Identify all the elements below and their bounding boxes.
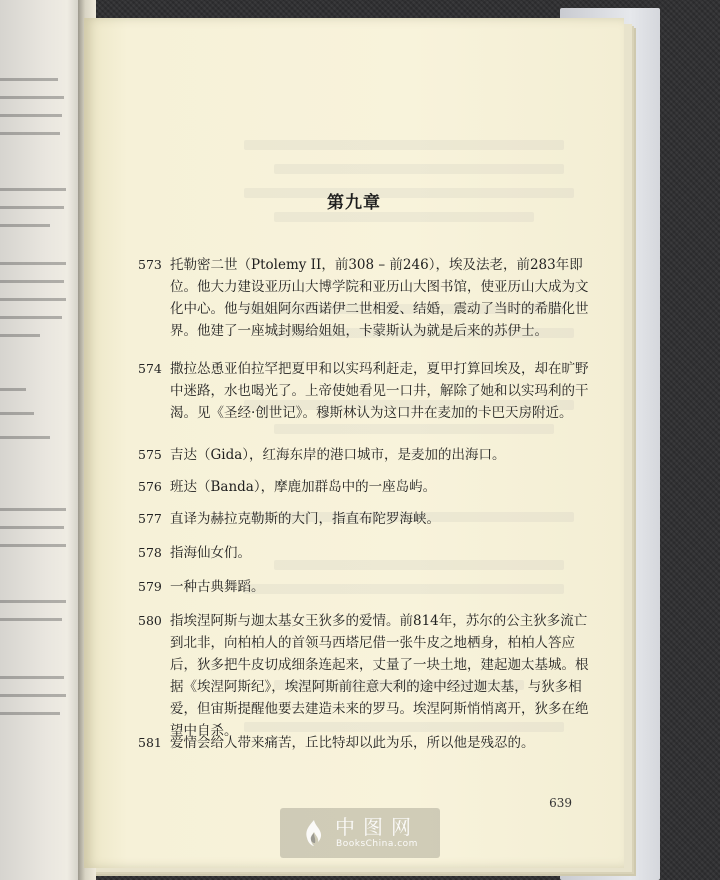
note-number: 580 bbox=[138, 613, 162, 628]
note-text: 指埃涅阿斯与迦太基女王狄多的爱情。前814年，苏尔的公主狄多流亡到北非，向柏柏人的首领马西塔尼借一张牛皮之地栖身，柏柏人答应后，狄多把牛皮切成细条连起来，丈量了一块土地，建起迦太基城。根据《埃涅阿斯纪》，埃涅阿斯前往意大利的途中经过迦太基，与狄多相爱，但宙斯提醒他要去建造未来的罗马。埃涅阿斯悄悄离开，狄多在绝望中自杀。 bbox=[170, 613, 589, 739]
note-text: 托勒密二世（Ptolemy II，前308 – 前246），埃及法老，前283年即位。他大力建设亚历山大博学院和亚历山大图书馆，使亚历山大成为文化中心。他与姐姐阿尔西诺伊二世相爱、结婚，震动了当时的希腊化世界。他建了一座城封赐给姐姐，卡蒙斯认为就是后来的苏伊士。 bbox=[170, 257, 589, 339]
note-text: 爱情会给人带来痛苦，丘比特却以此为乐，所以他是残忍的。 bbox=[170, 735, 535, 751]
note-number: 574 bbox=[138, 361, 162, 376]
note-number: 573 bbox=[138, 257, 162, 272]
note-number: 581 bbox=[138, 735, 162, 750]
note-581 bbox=[138, 732, 600, 754]
note-text: 一种古典舞蹈。 bbox=[170, 579, 265, 595]
note-text: 指海仙女们。 bbox=[170, 545, 251, 561]
book-page bbox=[84, 18, 624, 868]
watermark bbox=[280, 808, 440, 858]
note-579 bbox=[138, 576, 600, 598]
chapter-title: 第九章 bbox=[327, 193, 381, 213]
note-number: 575 bbox=[138, 447, 162, 462]
previous-page-edge bbox=[0, 0, 84, 880]
note-577 bbox=[138, 508, 600, 530]
note-574 bbox=[138, 358, 600, 424]
note-number: 578 bbox=[138, 545, 162, 560]
watermark-en: BooksChina.com bbox=[336, 839, 418, 849]
note-573 bbox=[138, 254, 600, 342]
note-575 bbox=[138, 444, 600, 466]
note-number: 576 bbox=[138, 479, 162, 494]
note-580 bbox=[138, 610, 600, 742]
note-576 bbox=[138, 476, 600, 498]
flame-logo-icon bbox=[301, 818, 327, 848]
note-text: 直译为赫拉克勒斯的大门，指直布陀罗海峡。 bbox=[170, 511, 440, 527]
watermark-cn: 中图网 bbox=[335, 815, 419, 839]
note-text: 撒拉怂恿亚伯拉罕把夏甲和以实玛利赶走，夏甲打算回埃及，却在旷野中迷路，水也喝光了。上帝使她看见一口井，解除了她和以实玛利的干渴。见《圣经·创世记》。穆斯林认为这口井在麦加的卡巴天房附近。 bbox=[170, 361, 589, 421]
page-number: 639 bbox=[549, 796, 572, 810]
note-number: 577 bbox=[138, 511, 162, 526]
note-text: 吉达（Gida），红海东岸的港口城市，是麦加的出海口。 bbox=[170, 447, 506, 463]
note-text: 班达（Banda），摩鹿加群岛中的一座岛屿。 bbox=[170, 479, 437, 495]
note-number: 579 bbox=[138, 579, 162, 594]
note-578 bbox=[138, 542, 600, 564]
